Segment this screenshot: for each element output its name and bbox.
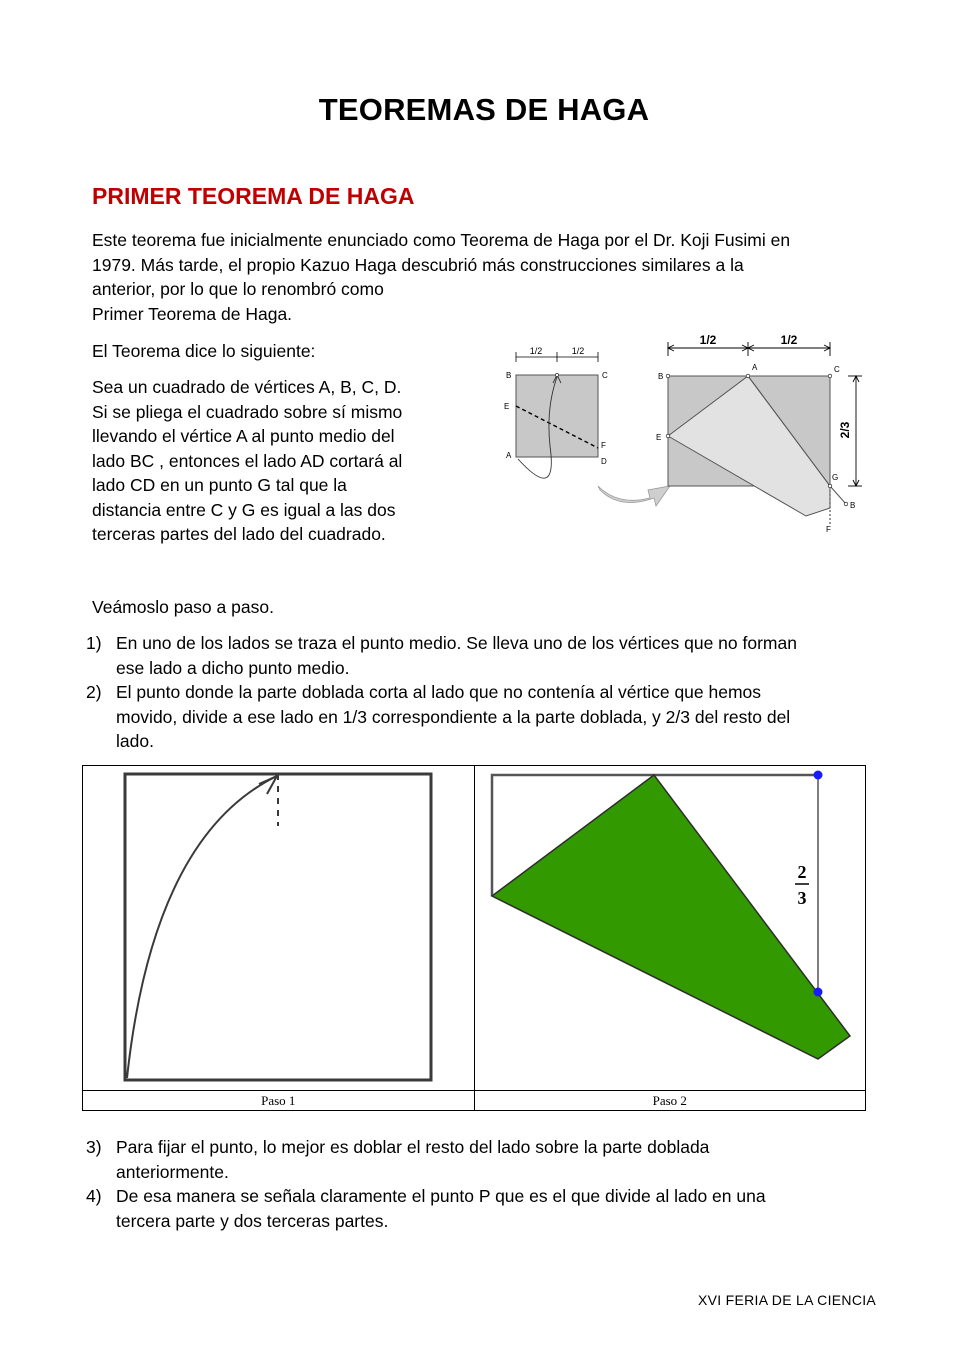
large-label-g: G — [832, 473, 839, 482]
fraction-denominator: 3 — [797, 888, 806, 908]
step-number: 2) — [86, 682, 102, 702]
step-line: anteriormente. — [116, 1161, 229, 1182]
step-line: ese lado a dicho punto medio. — [116, 657, 350, 678]
paso1-caption: Paso 1 — [83, 1091, 475, 1111]
paso2-drawing — [475, 766, 867, 1090]
small-label-d: D — [601, 457, 607, 466]
small-half-right: 1/2 — [571, 346, 585, 356]
step-line: El punto donde la parte doblada corta al lado que no contenía al vértice que hemos — [116, 682, 762, 702]
step-line: Para fijar el punto, lo mejor es doblar el resto del lado sobre la parte doblada — [116, 1137, 710, 1157]
small-label-b: B — [506, 371, 512, 380]
theorem-intro: El Teorema dice lo siguiente: — [92, 341, 316, 361]
theorem-line: lado CD en un punto G tal que la — [92, 475, 347, 495]
step-number: 3) — [86, 1137, 102, 1157]
steps-list-a — [86, 631, 797, 754]
list-item — [86, 1184, 766, 1233]
section-title: PRIMER TEOREMA DE HAGA — [92, 183, 415, 209]
step-intro: Veámoslo paso a paso. — [92, 597, 274, 617]
step-line: De esa manera se señala claramente el punto P que es el que divide al lado en una — [116, 1186, 766, 1206]
step-line: tercera parte y dos terceras partes. — [116, 1210, 389, 1231]
small-square-diagram — [504, 346, 608, 478]
transition-arrow-icon — [598, 486, 670, 506]
list-item — [86, 1135, 766, 1184]
theorem-line: Si se pliega el cuadrado sobre sí mismo — [92, 401, 403, 422]
small-label-c: C — [602, 371, 608, 380]
paso2-cell — [474, 766, 866, 1091]
small-label-a: A — [506, 451, 512, 460]
page-title: TEOREMAS DE HAGA — [318, 92, 650, 127]
large-label-c: C — [834, 365, 840, 374]
list-item — [86, 631, 797, 680]
large-label-e: E — [656, 433, 662, 442]
intro-line: 1979. Más tarde, el propio Kazuo Haga descubrió más construcciones similares a la — [92, 254, 744, 275]
intro-paragraph — [92, 228, 892, 326]
paso1-figure — [83, 766, 474, 1090]
point-corner — [813, 771, 822, 780]
large-label-b: B — [658, 372, 664, 381]
fraction-numerator: 2 — [797, 862, 806, 882]
theorem-line: Sea un cuadrado de vértices A, B, C, D. — [92, 377, 402, 397]
large-label-f: F — [826, 525, 831, 534]
footer-text: XVI FERIA DE LA CIENCIA — [698, 1292, 877, 1308]
step-line: En uno de los lados se traza el punto medio. Se lleva uno de los vértices que no forman — [116, 633, 797, 653]
paso2-caption: Paso 2 — [474, 1091, 866, 1111]
small-half-left: 1/2 — [529, 346, 543, 356]
large-two-thirds: 2/3 — [838, 421, 852, 439]
step-number: 1) — [86, 633, 102, 653]
step-number: 4) — [86, 1186, 102, 1206]
theorem-line: lado BC , entonces el lado AD cortará al — [92, 450, 403, 471]
paso1-drawing — [83, 766, 473, 1090]
list-item — [86, 680, 797, 754]
intro-line: Este teorema fue inicialmente enunciado como Teorema de Haga por el Dr. Koji Fusimi en — [92, 230, 791, 250]
steps-list-b — [86, 1135, 766, 1233]
large-label-b2: B — [850, 501, 856, 510]
step-line: movido, divide a ese lado en 1/3 correspondiente a la parte doblada, y 2/3 del resto del — [116, 706, 791, 727]
theorem-line: terceras partes del lado del cuadrado. — [92, 524, 386, 544]
theorem-statement — [92, 375, 452, 547]
small-label-e: E — [504, 402, 510, 411]
theorem-line: distancia entre C y G es igual a las dos — [92, 499, 396, 520]
paso2-figure — [475, 766, 866, 1090]
theorem-line: llevando el vértice A al punto medio del — [92, 426, 395, 446]
large-fold-diagram — [656, 333, 862, 534]
large-half-right: 1/2 — [780, 333, 798, 347]
paso1-cell — [83, 766, 475, 1091]
folded-triangle — [492, 775, 850, 1059]
point-g — [813, 988, 822, 997]
step-line: lado. — [116, 731, 154, 751]
large-label-a: A — [752, 363, 758, 372]
small-label-f: F — [601, 441, 606, 450]
haga-fold-diagram — [498, 328, 868, 540]
steps-figure-table — [82, 765, 866, 1111]
large-half-left: 1/2 — [699, 333, 717, 347]
intro-line: anterior, por lo que lo renombró como — [92, 279, 384, 299]
intro-line: Primer Teorema de Haga. — [92, 303, 293, 324]
